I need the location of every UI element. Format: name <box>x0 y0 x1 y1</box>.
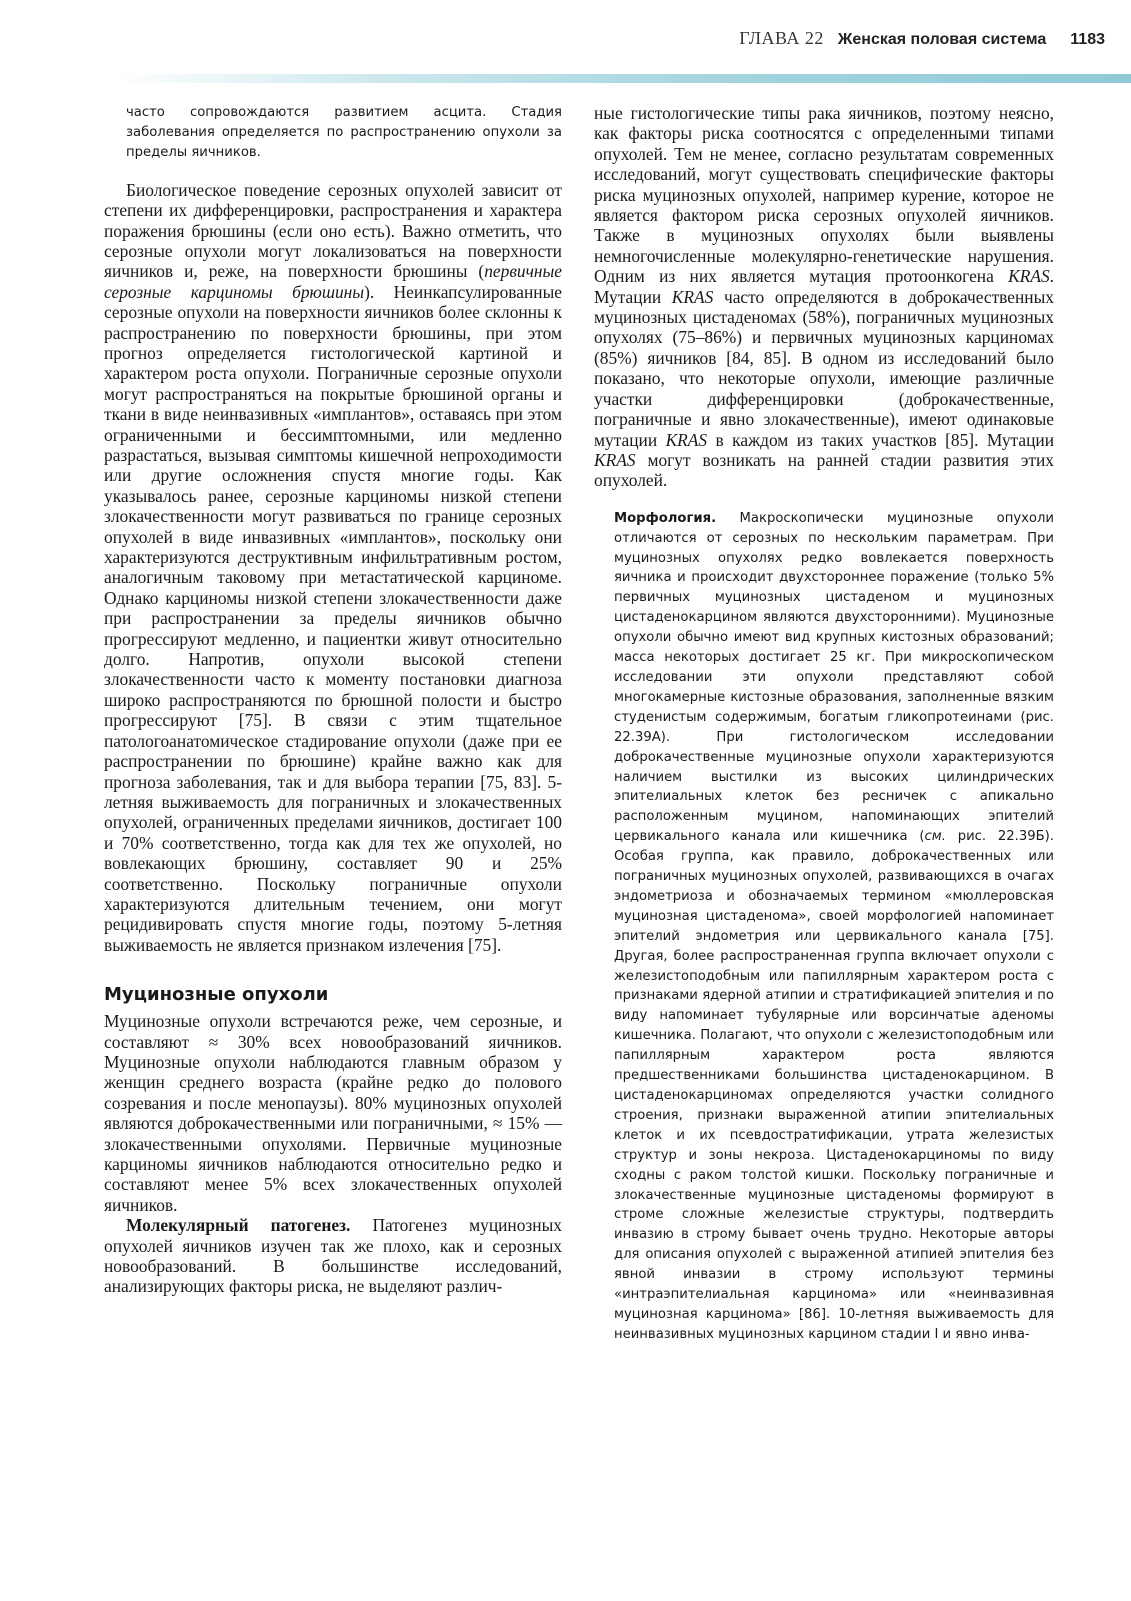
page-number: 1183 <box>1070 31 1105 48</box>
text-run: могут возникать на ранней стадии развития этих опухолей. <box>594 449 1054 491</box>
right-column <box>594 103 1054 1345</box>
text-run: рис. 22.39Б). Особая группа, как правило, доброкачественных или пограничных муцинозных опухолей, развивающихся в очагах эндометриоза и обозначаемых термином «мюллеровская муцинозная цистаденома», своей морфологией напоминает эпителий эндометрия или цервикального канала [75]. Другая, более распространенная группа включает опухоли с железистоподобным или папиллярным характером роста с признаками ядерной атипии и стратификацией эпителия и по виду напоминает тубулярные или ворсинчатые аденомы кишечника. Полагают, что опухоли с железистоподобным или папиллярным характером роста являются предшественниками большинства цистаденокарцином. В цистаденокарциномах определяются участки солидного строения, признаки выраженной атипии эпителиальных клеток и их псевдостратификации, утрата железистых структур и зоны некроза. Цистаденокарциномы по виду сходны с раком толстой кишки. Поскольку пограничные и злокачественные муцинозные цистаденомы формируют в строме сложные железистые структуры, подтвердить инвазию в строму бывает очень трудно. Некоторые авторы для описания опухолей с выраженной атипией эпителия без явной инвазии в строму используют термины «интраэпителиальная карцинома» или «неинвазивная муцинозная карцинома» [86]. 10-летняя выживаемость для неинвазивных муцинозных карцином стадии I и явно инва- <box>614 829 1054 1342</box>
text-run: в каждом из таких участков [85]. Мутации <box>707 429 1055 450</box>
gene-name: KRAS <box>594 449 636 470</box>
text-run: ). Неинкапсулированные серозные опухоли на поверхности яичников более склонны к распространению по поверхности брюшины, при этом прогноз определяется гистологической картиной и характером роста опухоли. Пограничные серозные опухоли могут распространяться на покрытые брюшиной органы и ткани в виде неинвазивных «имплантов», оставаясь при этом ограниченными и бессимптомными, или медленно разрастаться, вызывая симптомы кишечной непроходимости или другие осложнения спустя многие годы. Как указывалось ранее, серозные карциномы низкой степени злокачественности могут развиваться по границе серозных опухолей в виде инвазивных «имплантов», поскольку они характеризуются деструктивным инфильтративным ростом, аналогичным таковому при метастатической карциноме. Однако карциномы низкой степени злокачественности даже при распространении за пределы яичников обычно прогрессируют медленно, и пациентки живут относительно долго. Напротив, опухоли высокой степени злокачественности часто к моменту постановки диагноза широко распространяются по брюшной полости и быстро прогрессируют [75]. В связи с этим тщательное патологоанатомическое стадирование опухоли (даже при ее распространении по брюшине) крайне важно как для прогноза заболевания, так и для выбора терапии [75, 83]. 5-летняя выживаемость для пограничных и злокачественных опухолей, ограниченных пределами яичников, достигает 100 и 70% соответственно, тогда как для тех же опухолей, но вовлекающих брюшину, составляет 90 и 25% соответственно. Поскольку пограничные опухоли характеризуются длительным течением, они могут рецидивировать спустя многие годы, поэтому 5-летняя выживаемость не является признаком излечения [75]. <box>104 281 562 955</box>
section-heading: Муцинозные опухоли <box>104 984 329 1006</box>
text-run: . Мутации <box>594 266 1054 307</box>
morphology-paragraph <box>594 509 1054 1345</box>
text-run: ные гистологические типы рака яичников, поэтому неясно, как факторы риска соотносятся с определенными типами опухолей. Тем не менее, согласно результатам современных исследований, могут существовать специфические факторы риска муцинозных опухолей, например курение, которое не является фактором риска серозных опухолей яичников. Также в муцинозных опухолях были выявлены немногочисленные молекулярно-генетические нарушения. Одним из них является мутация протоонкогена <box>594 103 1054 287</box>
running-header <box>0 0 1131 84</box>
paragraph-serous-behavior <box>104 180 562 955</box>
chapter-label: ГЛАВА 22 <box>739 28 824 48</box>
header-text <box>739 28 1105 49</box>
paragraph-molecular <box>104 1215 562 1297</box>
gene-name: KRAS <box>665 429 708 450</box>
left-column <box>104 103 562 1297</box>
italic-ref: см. <box>924 829 946 845</box>
text-run: Патогенез муцинозных опухолей яичников изучен так же плохо, как и серозных новообразований. В большинстве исследований, анализирующих факторы риска, не выделяют различ- <box>104 1215 562 1297</box>
italic-term: первичные серозные карциномы брюшины <box>104 261 562 302</box>
paragraph-mucinous-intro: Муцинозные опухоли встречаются реже, чем серозные, и составляют ≈ 30% всех новообразований яичников. Муцинозные опухоли наблюдаются главным образом у женщин среднего возраста (крайне редко до полового созревания и после менопаузы). 80% муцинозных опухолей являются доброкачественными или пограничными, ≈ 15% — злокачественными опухолями. Первичные муцинозные карциномы яичников наблюдаются относительно редко и составляют менее 5% всех злокачественных опухолей яичников. <box>104 1011 562 1215</box>
text-run: часто определяются в доброкачественных муцинозных цистаденомах (58%), пограничных муцинозных опухолях (75–86%) и первичных муцинозных карциномах (85%) яичников [84, 85]. В одном из исследований было показано, что некоторые опухоли, имеющие различные участки дифференцировки (доброкачественные, пограничные и явно злокачественные), имеют одинаковые мутации <box>594 286 1054 450</box>
text-run: Макроскопически муцинозные опухоли отличаются от серозных по нескольким параметрам. При муцинозных опухолях редко вовлекается поверхность яичника и происходит двухстороннее поражение (только 5% первичных муцинозных цистаденом и муцинозных цистаденокарцином являются двухсторонними). Муцинозные опухоли обычно имеют вид крупных кистозных образований; масса некоторых достигает 25 кг. При микроскопическом исследовании эти опухоли представляют собой многокамерные кистозные образования, заполненные вязким студенистым содержимым, богатым гликопротеинами (рис. 22.39А). При гистологическом исследовании доброкачественные муцинозные опухоли характеризуются наличием выстилки из высоких цилиндрических эпителиальных клеток без ресничек с апикально расположенным муцином, напоминающих эпителий цервикального канала или кишечника ( <box>614 510 1054 845</box>
paragraph-risk-factors <box>594 103 1054 491</box>
gene-name: KRAS <box>1008 266 1050 287</box>
lead-paragraph: часто сопровождаются развитием асцита. Стадия заболевания определяется по распространению опухоли за пределы яичников. <box>126 105 562 160</box>
text-run: Биологическое поведение серозных опухолей зависит от степени их дифференцировки, распространения и характера поражения брюшины (если оно есть). Важно отметить, что серозные опухоли могут локализоваться на поверхности яичников и, реже, на поверхности брюшины ( <box>104 179 562 282</box>
header-rule <box>112 74 1131 83</box>
run-in-heading: Морфология. <box>614 510 717 526</box>
run-in-heading: Молекулярный патогенез. <box>126 1215 351 1236</box>
gene-name: KRAS <box>671 286 714 307</box>
chapter-title: Женская половая система <box>837 31 1047 48</box>
